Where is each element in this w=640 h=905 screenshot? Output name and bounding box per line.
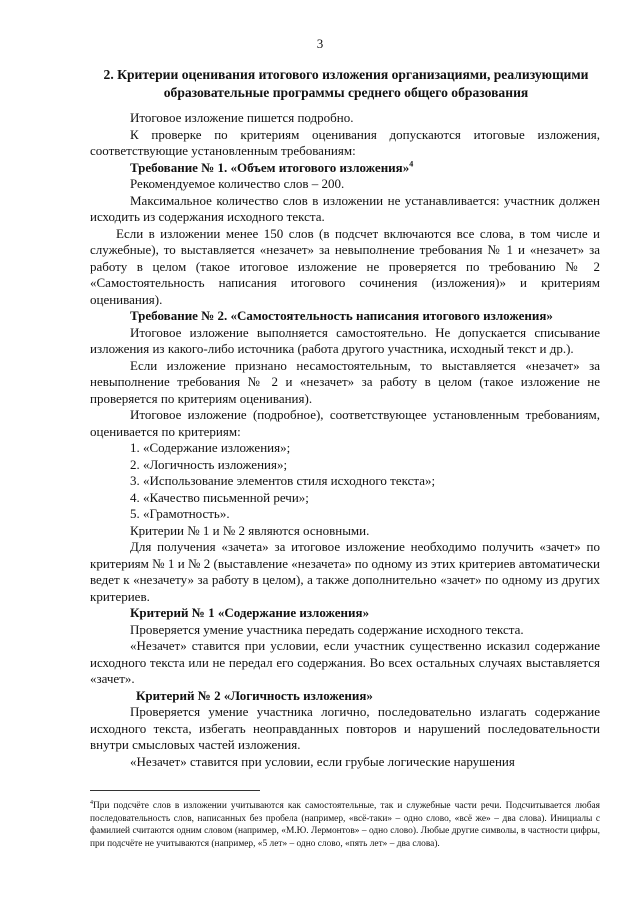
requirement-2-heading: Требование № 2. «Самостоятельность написания итогового изложения» (130, 308, 553, 323)
paragraph: К проверке по критериям оценивания допускаются итоговые изложения, соответствующие установленным требованиям: (90, 126, 600, 158)
paragraph: Критерии № 1 и № 2 являются основными. (130, 522, 370, 538)
criteria-list-item: 4. «Качество письменной речи»; (130, 489, 309, 505)
footnote (90, 797, 600, 850)
paragraph: Проверяется умение участника передать содержание исходного текста. (130, 621, 524, 637)
section-title: 2. Критерии оценивания итогового изложения организациями, реализующими образовательные программы среднего общего образования (103, 67, 589, 100)
footnote-number: 4 (90, 800, 93, 806)
footnote-divider (90, 790, 260, 791)
paragraph: Если изложение признано несамостоятельным, то выставляется «незачет» за невыполнение требования № 2 и «незачет» за работу в целом (такое изложение не проверяется по критериям оценивания). (90, 357, 600, 406)
paragraph: «Незачет» ставится при условии, если грубые логические нарушения (130, 753, 515, 769)
requirement-1-title: Требование № 1. «Объем итогового изложения» (130, 159, 410, 175)
paragraph: «Незачет» ставится при условии, если участник существенно исказил содержание исходного текста или не передал его содержания. Во всех остальных случаях выставляется «зачет». (90, 638, 600, 686)
paragraph: Итоговое изложение выполняется самостоятельно. Не допускается списывание изложения из какого-либо источника (работа другого участника, исходный текст и др.). (90, 324, 600, 356)
criteria-list-item: 5. «Грамотность». (130, 506, 230, 521)
criteria-list-item: 1. «Содержание изложения»; (130, 440, 291, 455)
footnote-text: При подсчёте слов в изложении учитываются как самостоятельные, так и служебные части речи. Подсчитывается любая последовательность слов, написанных без пробела (например, «всё-таки» – одно слово, «всё же» – два слова). Инициалы с фамилией считаются одним словом (например, «М.Ю. Лермонтов» – одно слово). Любые другие символы, в частности цифры, при подсчёте не учитываются (например, «5 лет» – одно слово, «пять лет» – два слова). (90, 801, 600, 849)
paragraph: Если в изложении менее 150 слов (в подсчет включаются все слова, в том числе и служебные), то выставляется «незачет» за невыполнение требования № 1 и «незачет» за работу в целом (такое итоговое изложение не проверяется по требованию № 2 «Самостоятельность написания итогового сочинения (изложения)» и критериям оценивания). (90, 225, 600, 307)
paragraph: Максимальное количество слов в изложении не устанавливается: участник должен исходить из содержания исходного текста. (90, 192, 600, 224)
criteria-list-item: 3. «Использование элементов стиля исходного текста»; (130, 473, 436, 488)
paragraph: Итоговое изложение (подробное), соответствующее установленным требованиям, оценивается по критериям: (90, 407, 600, 439)
criterion-1-heading: Критерий № 1 «Содержание изложения» (130, 605, 370, 620)
requirement-1-heading (90, 160, 600, 177)
paragraph: Для получения «зачета» за итоговое изложение необходимо получить «зачет» по критериям № 1 и № 2 (выставление «незачета» по одному из этих критериев автоматически ведет к «незачету» за работу в целом), а также дополнительно «зачет» по одному из других критериев. (90, 539, 600, 604)
paragraph: Проверяется умение участника логично, последовательно излагать содержание исходного текста, избегать неоправданных повторов и нарушений последовательности внутри смысловых частей изложения. (90, 704, 600, 752)
criterion-2-heading: Критерий № 2 «Логичность изложения» (136, 687, 373, 703)
paragraph: Рекомендуемое количество слов – 200. (130, 176, 345, 191)
footnote-marker: 4 (409, 159, 414, 169)
document-body (90, 110, 600, 770)
criteria-list-item: 2. «Логичность изложения»; (130, 456, 288, 472)
paragraph: Итоговое изложение пишется подробно. (130, 110, 354, 125)
page-number: 3 (316, 36, 324, 51)
